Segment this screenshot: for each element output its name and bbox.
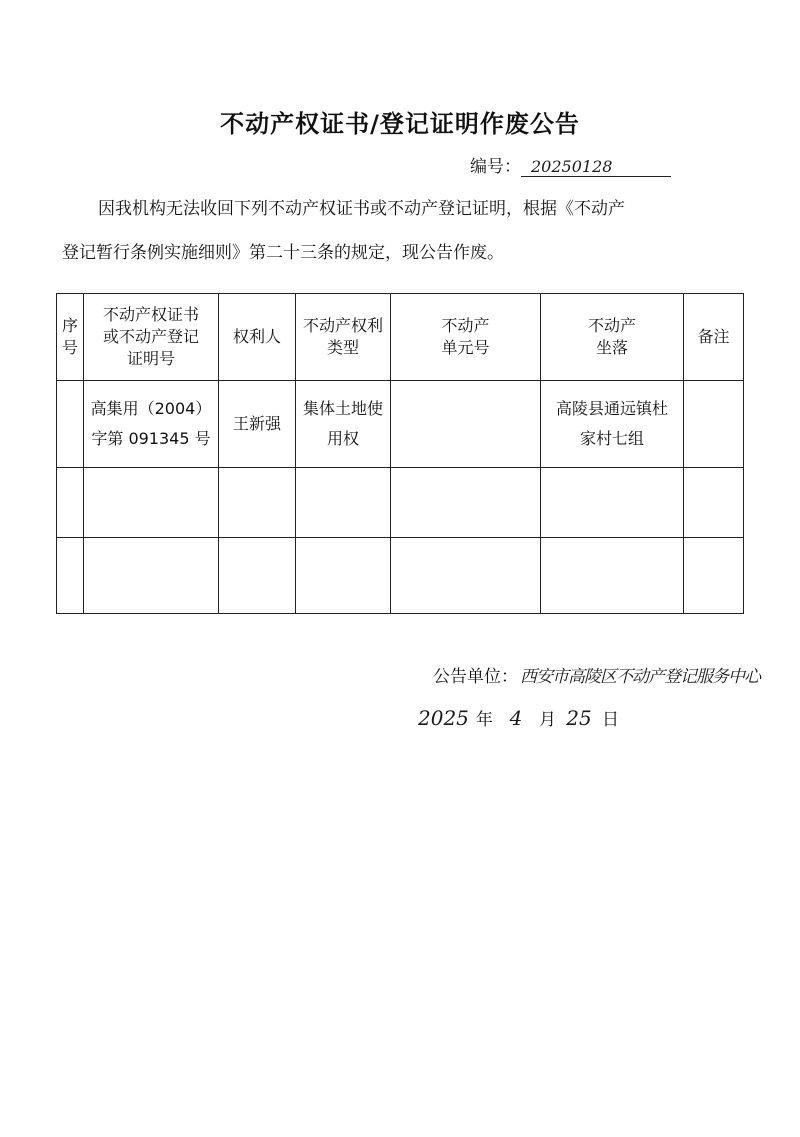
header-owner: 权利人 [219, 294, 296, 381]
date-year: 2025 [418, 706, 469, 730]
cell-empty [84, 468, 219, 538]
cell-cert-no: 高集用（2004）字第 091345 号 [84, 381, 219, 468]
cell-unit-no [391, 381, 541, 468]
cell-empty [391, 468, 541, 538]
cell-empty [219, 468, 296, 538]
cell-empty [684, 538, 744, 614]
issuing-unit-label: 公告单位： [433, 667, 518, 687]
cell-empty [57, 468, 84, 538]
cell-empty [57, 538, 84, 614]
cell-remark [684, 381, 744, 468]
notice-paragraph-line-2: 登记暂行条例实施细则》第二十三条的规定，现公告作废。 [62, 243, 504, 263]
cell-empty [84, 538, 219, 614]
cell-index [57, 381, 84, 468]
void-certificate-table [56, 293, 744, 614]
cell-empty [296, 538, 391, 614]
document-number-value: 20250128 [521, 158, 671, 177]
cell-owner: 王新强 [219, 381, 296, 468]
table-row [57, 468, 744, 538]
date-day-char: 日 [602, 710, 619, 730]
header-cert-no: 不动产权证书或不动产登记证明号 [84, 294, 219, 381]
issuing-unit [433, 662, 760, 687]
table-header-row [57, 294, 744, 381]
date-month: 4 [509, 706, 523, 730]
header-remark: 备注 [684, 294, 744, 381]
date-day: 25 [566, 706, 592, 730]
cell-right-type: 集体土地使用权 [296, 381, 391, 468]
page-title: 不动产权证书/登记证明作废公告 [220, 110, 580, 138]
issue-date [418, 705, 627, 730]
cell-empty [541, 538, 684, 614]
header-unit-no: 不动产单元号 [391, 294, 541, 381]
document-number [470, 152, 671, 177]
header-right-type: 不动产权利类型 [296, 294, 391, 381]
header-location: 不动产坐落 [541, 294, 684, 381]
notice-paragraph-line-1: 因我机构无法收回下列不动产权证书或不动产登记证明，根据《不动产 [98, 199, 625, 219]
table-row [57, 381, 744, 468]
cell-empty [541, 468, 684, 538]
date-year-char: 年 [476, 710, 493, 730]
cell-empty [684, 468, 744, 538]
document-number-label: 编号： [470, 157, 521, 177]
table-row [57, 538, 744, 614]
cell-location: 高陵县通远镇杜家村七组 [541, 381, 684, 468]
date-month-char: 月 [539, 710, 556, 730]
cell-empty [391, 538, 541, 614]
cell-empty [219, 538, 296, 614]
issuing-unit-value: 西安市高陵区不动产登记服务中心 [520, 667, 760, 687]
cell-empty [296, 468, 391, 538]
header-index: 序号 [57, 294, 84, 381]
